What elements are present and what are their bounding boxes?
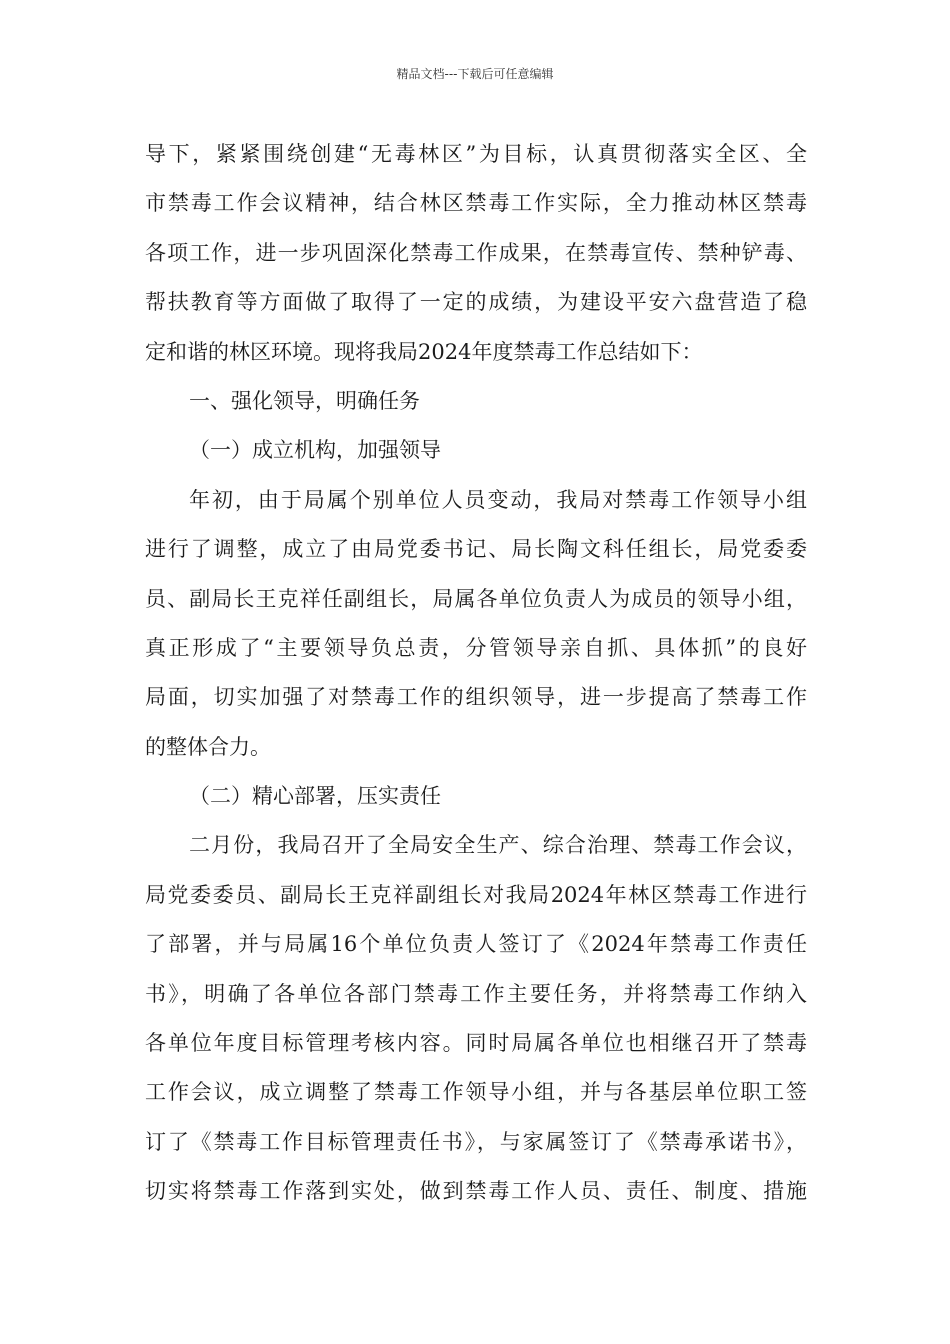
- page-header: 精品文档---下载后可任意编辑: [396, 67, 554, 81]
- paragraph-line: 年初，由于局属个别单位人员变动，我局对禁毒工作领导小组: [189, 487, 807, 512]
- paragraph-line: 了部署，并与局属16个单位负责人签订了《2024年禁毒工作责任: [145, 932, 807, 957]
- paragraph-line: （二）精心部署，压实责任: [189, 784, 441, 809]
- paragraph-line: 各单位年度目标管理考核内容。同时局属各单位也相继召开了禁毒: [145, 1031, 807, 1056]
- paragraph-line: （一）成立机构，加强领导: [189, 438, 441, 463]
- paragraph-line: 各项工作，进一步巩固深化禁毒工作成果，在禁毒宣传、禁种铲毒、: [145, 240, 807, 265]
- paragraph-line: 局面，切实加强了对禁毒工作的组织领导，进一步提高了禁毒工作: [145, 685, 807, 710]
- paragraph-line: 员、副局长王克祥任副组长，局属各单位负责人为成员的领导小组，: [145, 586, 807, 611]
- paragraph-line: 导下，紧紧围绕创建“无毒林区”为目标，认真贯彻落实全区、全: [145, 142, 807, 166]
- paragraph-line: 切实将禁毒工作落到实处，做到禁毒工作人员、责任、制度、措施: [145, 1179, 807, 1204]
- paragraph-line: 书》，明确了各单位各部门禁毒工作主要任务，并将禁毒工作纳入: [145, 981, 807, 1006]
- paragraph-line: 定和谐的林区环境。现将我局2024年度禁毒工作总结如下：: [145, 339, 703, 364]
- paragraph-line: 真正形成了“主要领导负总责，分管领导亲自抓、具体抓”的良好: [145, 635, 807, 660]
- paragraph-line: 工作会议，成立调整了禁毒工作领导小组，并与各基层单位职工签: [145, 1080, 807, 1105]
- paragraph-line: 的整体合力。: [145, 734, 271, 759]
- paragraph-line: 订了《禁毒工作目标管理责任书》，与家属签订了《禁毒承诺书》，: [145, 1129, 807, 1154]
- paragraph-line: 市禁毒工作会议精神，结合林区禁毒工作实际，全力推动林区禁毒: [145, 191, 807, 216]
- paragraph-line: 局党委委员、副局长王克祥副组长对我局2024年林区禁毒工作进行: [145, 882, 807, 907]
- document-body: [145, 130, 807, 1217]
- paragraph-line: 二月份，我局召开了全局安全生产、综合治理、禁毒工作会议，: [189, 833, 807, 858]
- paragraph-line: 进行了调整，成立了由局党委书记、局长陶文科任组长，局党委委: [145, 537, 807, 562]
- paragraph-line: 一、强化领导，明确任务: [189, 388, 420, 413]
- paragraph-line: 帮扶教育等方面做了取得了一定的成绩，为建设平安六盘营造了稳: [145, 290, 807, 315]
